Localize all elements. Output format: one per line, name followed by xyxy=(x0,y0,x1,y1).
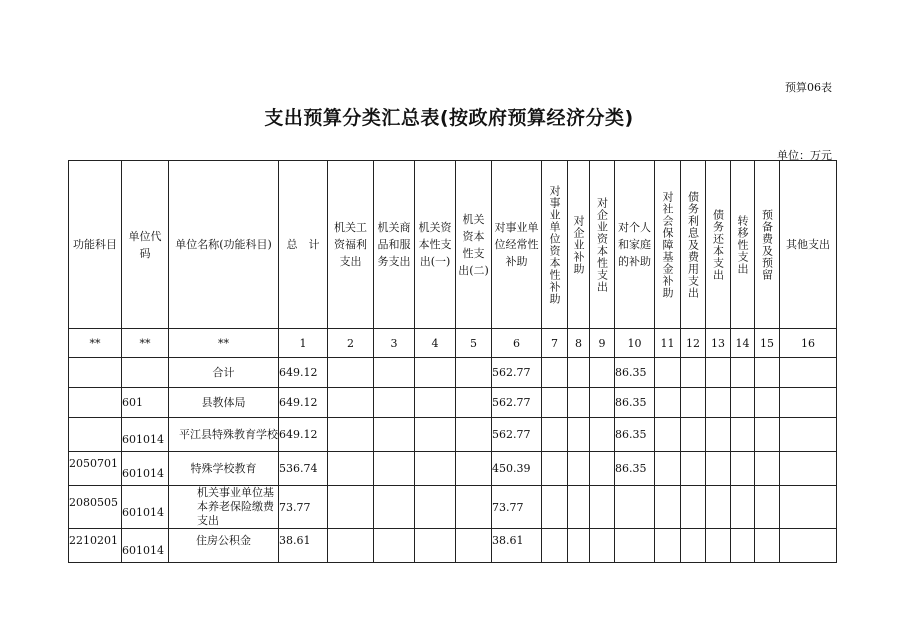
c6-cell: 562.77 xyxy=(492,358,542,388)
colnum-cell: ** xyxy=(169,329,279,358)
unit-label: 单位：万元 xyxy=(777,149,832,162)
c10-cell xyxy=(615,529,655,563)
func-code-cell xyxy=(69,358,122,388)
total-cell xyxy=(279,529,328,563)
header-total: 总 计 xyxy=(279,161,328,329)
unit-name-cell: 机关事业单位基本养老保险缴费支出 xyxy=(169,486,279,529)
header-c7: 对事业单位资本性补助 xyxy=(542,161,568,329)
header-c9: 对企业资本性支出 xyxy=(590,161,615,329)
colnum-cell: 1 xyxy=(279,329,328,358)
total-cell: 649.12 xyxy=(279,358,328,388)
unit-name-cell: 县教体局 xyxy=(169,388,279,418)
colnum-cell: 15 xyxy=(755,329,780,358)
colnum-cell: ** xyxy=(122,329,169,358)
unit-code-cell xyxy=(122,486,169,529)
colnum-cell: 12 xyxy=(681,329,706,358)
func-code-text: 2080505 xyxy=(69,495,118,509)
func-code-cell xyxy=(69,418,122,452)
header-row xyxy=(69,161,837,329)
unit-name-cell xyxy=(169,529,279,563)
colnum-cell: 16 xyxy=(780,329,837,358)
c6-cell: 450.39 xyxy=(492,452,542,486)
table-row xyxy=(69,452,837,486)
header-c15: 预备费及预留 xyxy=(755,161,780,329)
unit-name-cell: 特殊学校教育 xyxy=(169,452,279,486)
total-cell: 73.77 xyxy=(279,486,328,529)
colnum-cell: 5 xyxy=(456,329,492,358)
colnum-cell: ** xyxy=(69,329,122,358)
unit-code-cell xyxy=(122,452,169,486)
colnum-cell: 2 xyxy=(328,329,374,358)
unit-name-cell: 平江县特殊教育学校 xyxy=(169,418,279,452)
total-cell: 536.74 xyxy=(279,452,328,486)
header-c13: 债务还本支出 xyxy=(706,161,731,329)
header-func: 功能科目 xyxy=(69,161,122,329)
c10-cell: 86.35 xyxy=(615,388,655,418)
header-c16: 其他支出 xyxy=(780,161,837,329)
page-title: 支出预算分类汇总表(按政府预算经济分类) xyxy=(264,107,634,129)
colnum-cell: 9 xyxy=(590,329,615,358)
colnum-cell: 4 xyxy=(415,329,456,358)
func-code-cell xyxy=(69,388,122,418)
header-c8: 对企业补助 xyxy=(568,161,590,329)
header-c6: 对事业单位经常性补助 xyxy=(492,161,542,329)
header-c11: 对社会保障基金补助 xyxy=(655,161,681,329)
form-number: 预算06表 xyxy=(785,81,832,94)
colnum-cell: 7 xyxy=(542,329,568,358)
header-c4: 机关资本性支出(一) xyxy=(415,161,456,329)
column-number-row xyxy=(69,329,837,358)
table-row xyxy=(69,486,837,529)
c10-cell: 86.35 xyxy=(615,358,655,388)
total-text: 38.61 xyxy=(279,534,311,547)
func-code-text: 2210201 xyxy=(69,534,118,547)
colnum-cell: 8 xyxy=(568,329,590,358)
c10-cell: 86.35 xyxy=(615,452,655,486)
header-name: 单位名称(功能科目) xyxy=(169,161,279,329)
colnum-cell: 11 xyxy=(655,329,681,358)
colnum-cell: 10 xyxy=(615,329,655,358)
total-cell: 649.12 xyxy=(279,388,328,418)
table-row-total xyxy=(69,358,837,388)
header-c5: 机关资本性支出(二) xyxy=(456,161,492,329)
unit-code-cell xyxy=(122,358,169,388)
func-code-text: 2050701 xyxy=(69,457,118,470)
colnum-cell: 14 xyxy=(731,329,755,358)
c6-cell xyxy=(492,529,542,563)
c6-cell: 562.77 xyxy=(492,418,542,452)
total-cell: 649.12 xyxy=(279,418,328,452)
unit-code-text: 601014 xyxy=(122,467,164,480)
unit-name-text: 住房公积金 xyxy=(196,533,251,547)
header-c14: 转移性支出 xyxy=(731,161,755,329)
unit-code-cell xyxy=(122,418,169,452)
c6-text: 38.61 xyxy=(492,534,524,547)
budget-table xyxy=(68,160,837,563)
unit-code-cell xyxy=(122,529,169,563)
func-code-cell xyxy=(69,486,122,529)
header-c3: 机关商品和服务支出 xyxy=(374,161,415,329)
table-row xyxy=(69,529,837,563)
header-c12: 债务利息及费用支出 xyxy=(681,161,706,329)
colnum-cell: 6 xyxy=(492,329,542,358)
unit-name-cell: 合计 xyxy=(169,358,279,388)
unit-code-cell: 601 xyxy=(122,388,169,418)
table-row xyxy=(69,388,837,418)
colnum-cell: 3 xyxy=(374,329,415,358)
colnum-cell: 13 xyxy=(706,329,731,358)
c10-cell: 86.35 xyxy=(615,418,655,452)
unit-code-text: 601014 xyxy=(122,433,164,446)
func-code-cell xyxy=(69,529,122,563)
c10-cell xyxy=(615,486,655,529)
unit-code-text: 601014 xyxy=(122,505,164,519)
header-c2: 机关工资福利支出 xyxy=(328,161,374,329)
func-code-cell xyxy=(69,452,122,486)
c6-cell: 73.77 xyxy=(492,486,542,529)
header-code: 单位代码 xyxy=(122,161,169,329)
unit-code-text: 601014 xyxy=(122,544,164,557)
header-c10: 对个人和家庭的补助 xyxy=(615,161,655,329)
table-row xyxy=(69,418,837,452)
c6-cell: 562.77 xyxy=(492,388,542,418)
